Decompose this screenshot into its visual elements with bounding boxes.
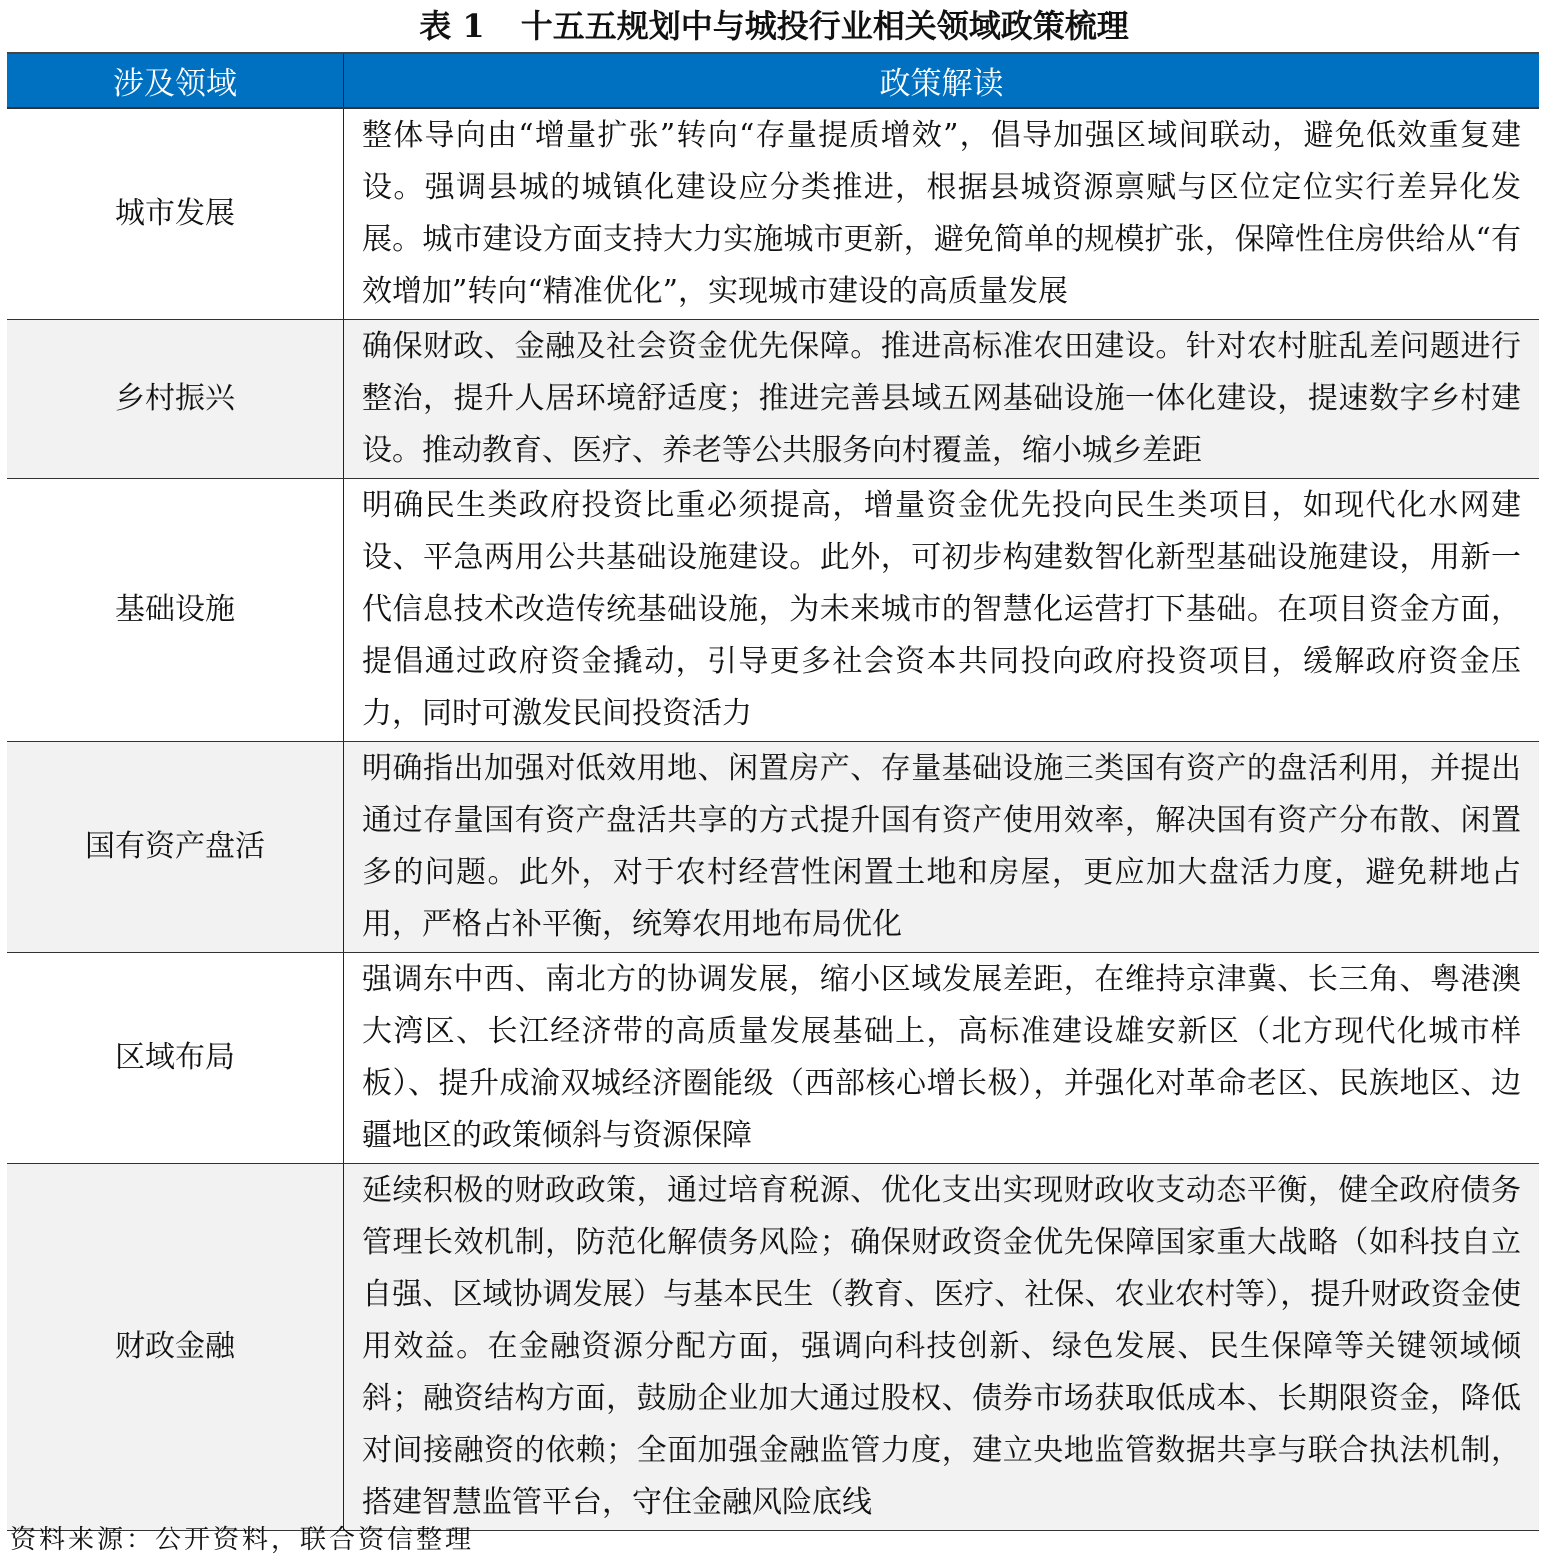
area-cell: 财政金融 — [7, 1164, 344, 1531]
area-cell: 区域布局 — [7, 953, 344, 1164]
table-header-row — [7, 53, 1539, 108]
area-cell: 城市发展 — [7, 108, 344, 320]
interpretation-cell: 整体导向由“增量扩张”转向“存量提质增效”，倡导加强区域间联动，避免低效重复建设。强调县城的城镇化建设应分类推进，根据县城资源禀赋与区位定位实行差异化发展。城市建设方面支持大力实施城市更新，避免简单的规模扩张，保障性住房供给从“有效增加”转向“精准优化”，实现城市建设的高质量发展 — [344, 108, 1540, 320]
table-row — [7, 108, 1539, 320]
interpretation-cell: 强调东中西、南北方的协调发展，缩小区域发展差距，在维持京津冀、长三角、粤港澳大湾区、长江经济带的高质量发展基础上，高标准建设雄安新区（北方现代化城市样板）、提升成渝双城经济圈能级（西部核心增长极），并强化对革命老区、民族地区、边疆地区的政策倾斜与资源保障 — [344, 953, 1540, 1164]
interpretation-cell: 明确指出加强对低效用地、闲置房产、存量基础设施三类国有资产的盘活利用，并提出通过存量国有资产盘活共享的方式提升国有资产使用效率，解决国有资产分布散、闲置多的问题。此外，对于农村经营性闲置土地和房屋，更应加大盘活力度，避免耕地占用，严格占补平衡，统筹农用地布局优化 — [344, 742, 1540, 953]
table-number: 表 1 — [419, 7, 485, 45]
area-cell: 基础设施 — [7, 479, 344, 742]
table-row — [7, 953, 1539, 1164]
table-row — [7, 742, 1539, 953]
area-cell: 乡村振兴 — [7, 320, 344, 479]
header-area: 涉及领域 — [7, 53, 344, 108]
header-interpretation: 政策解读 — [344, 53, 1540, 108]
interpretation-cell: 延续积极的财政政策，通过培育税源、优化支出实现财政收支动态平衡，健全政府债务管理长效机制，防范化解债务风险；确保财政资金优先保障国家重大战略（如科技自立自强、区域协调发展）与基本民生（教育、医疗、社保、农业农村等），提升财政资金使用效益。在金融资源分配方面，强调向科技创新、绿色发展、民生保障等关键领域倾斜；融资结构方面，鼓励企业加大通过股权、债券市场获取低成本、长期限资金，降低对间接融资的依赖；全面加强金融监管力度，建立央地监管数据共享与联合执法机制，搭建智慧监管平台，守住金融风险底线 — [344, 1164, 1540, 1531]
table-row — [7, 1164, 1539, 1531]
table-title-text: 十五五规划中与城投行业相关领域政策梳理 — [520, 7, 1129, 45]
interpretation-cell: 明确民生类政府投资比重必须提高，增量资金优先投向民生类项目，如现代化水网建设、平急两用公共基础设施建设。此外，可初步构建数智化新型基础设施建设，用新一代信息技术改造传统基础设施，为未来城市的智慧化运营打下基础。在项目资金方面，提倡通过政府资金撬动，引导更多社会资本共同投向政府投资项目，缓解政府资金压力，同时可激发民间投资活力 — [344, 479, 1540, 742]
table-title — [0, 4, 1548, 48]
table-row — [7, 479, 1539, 742]
table-row — [7, 320, 1539, 479]
policy-table — [7, 52, 1539, 1531]
area-cell: 国有资产盘活 — [7, 742, 344, 953]
source-note: 资料来源：公开资料，联合资信整理 — [10, 1525, 475, 1555]
interpretation-cell: 确保财政、金融及社会资金优先保障。推进高标准农田建设。针对农村脏乱差问题进行整治，提升人居环境舒适度；推进完善县域五网基础设施一体化建设，提速数字乡村建设。推动教育、医疗、养老等公共服务向村覆盖，缩小城乡差距 — [344, 320, 1540, 479]
